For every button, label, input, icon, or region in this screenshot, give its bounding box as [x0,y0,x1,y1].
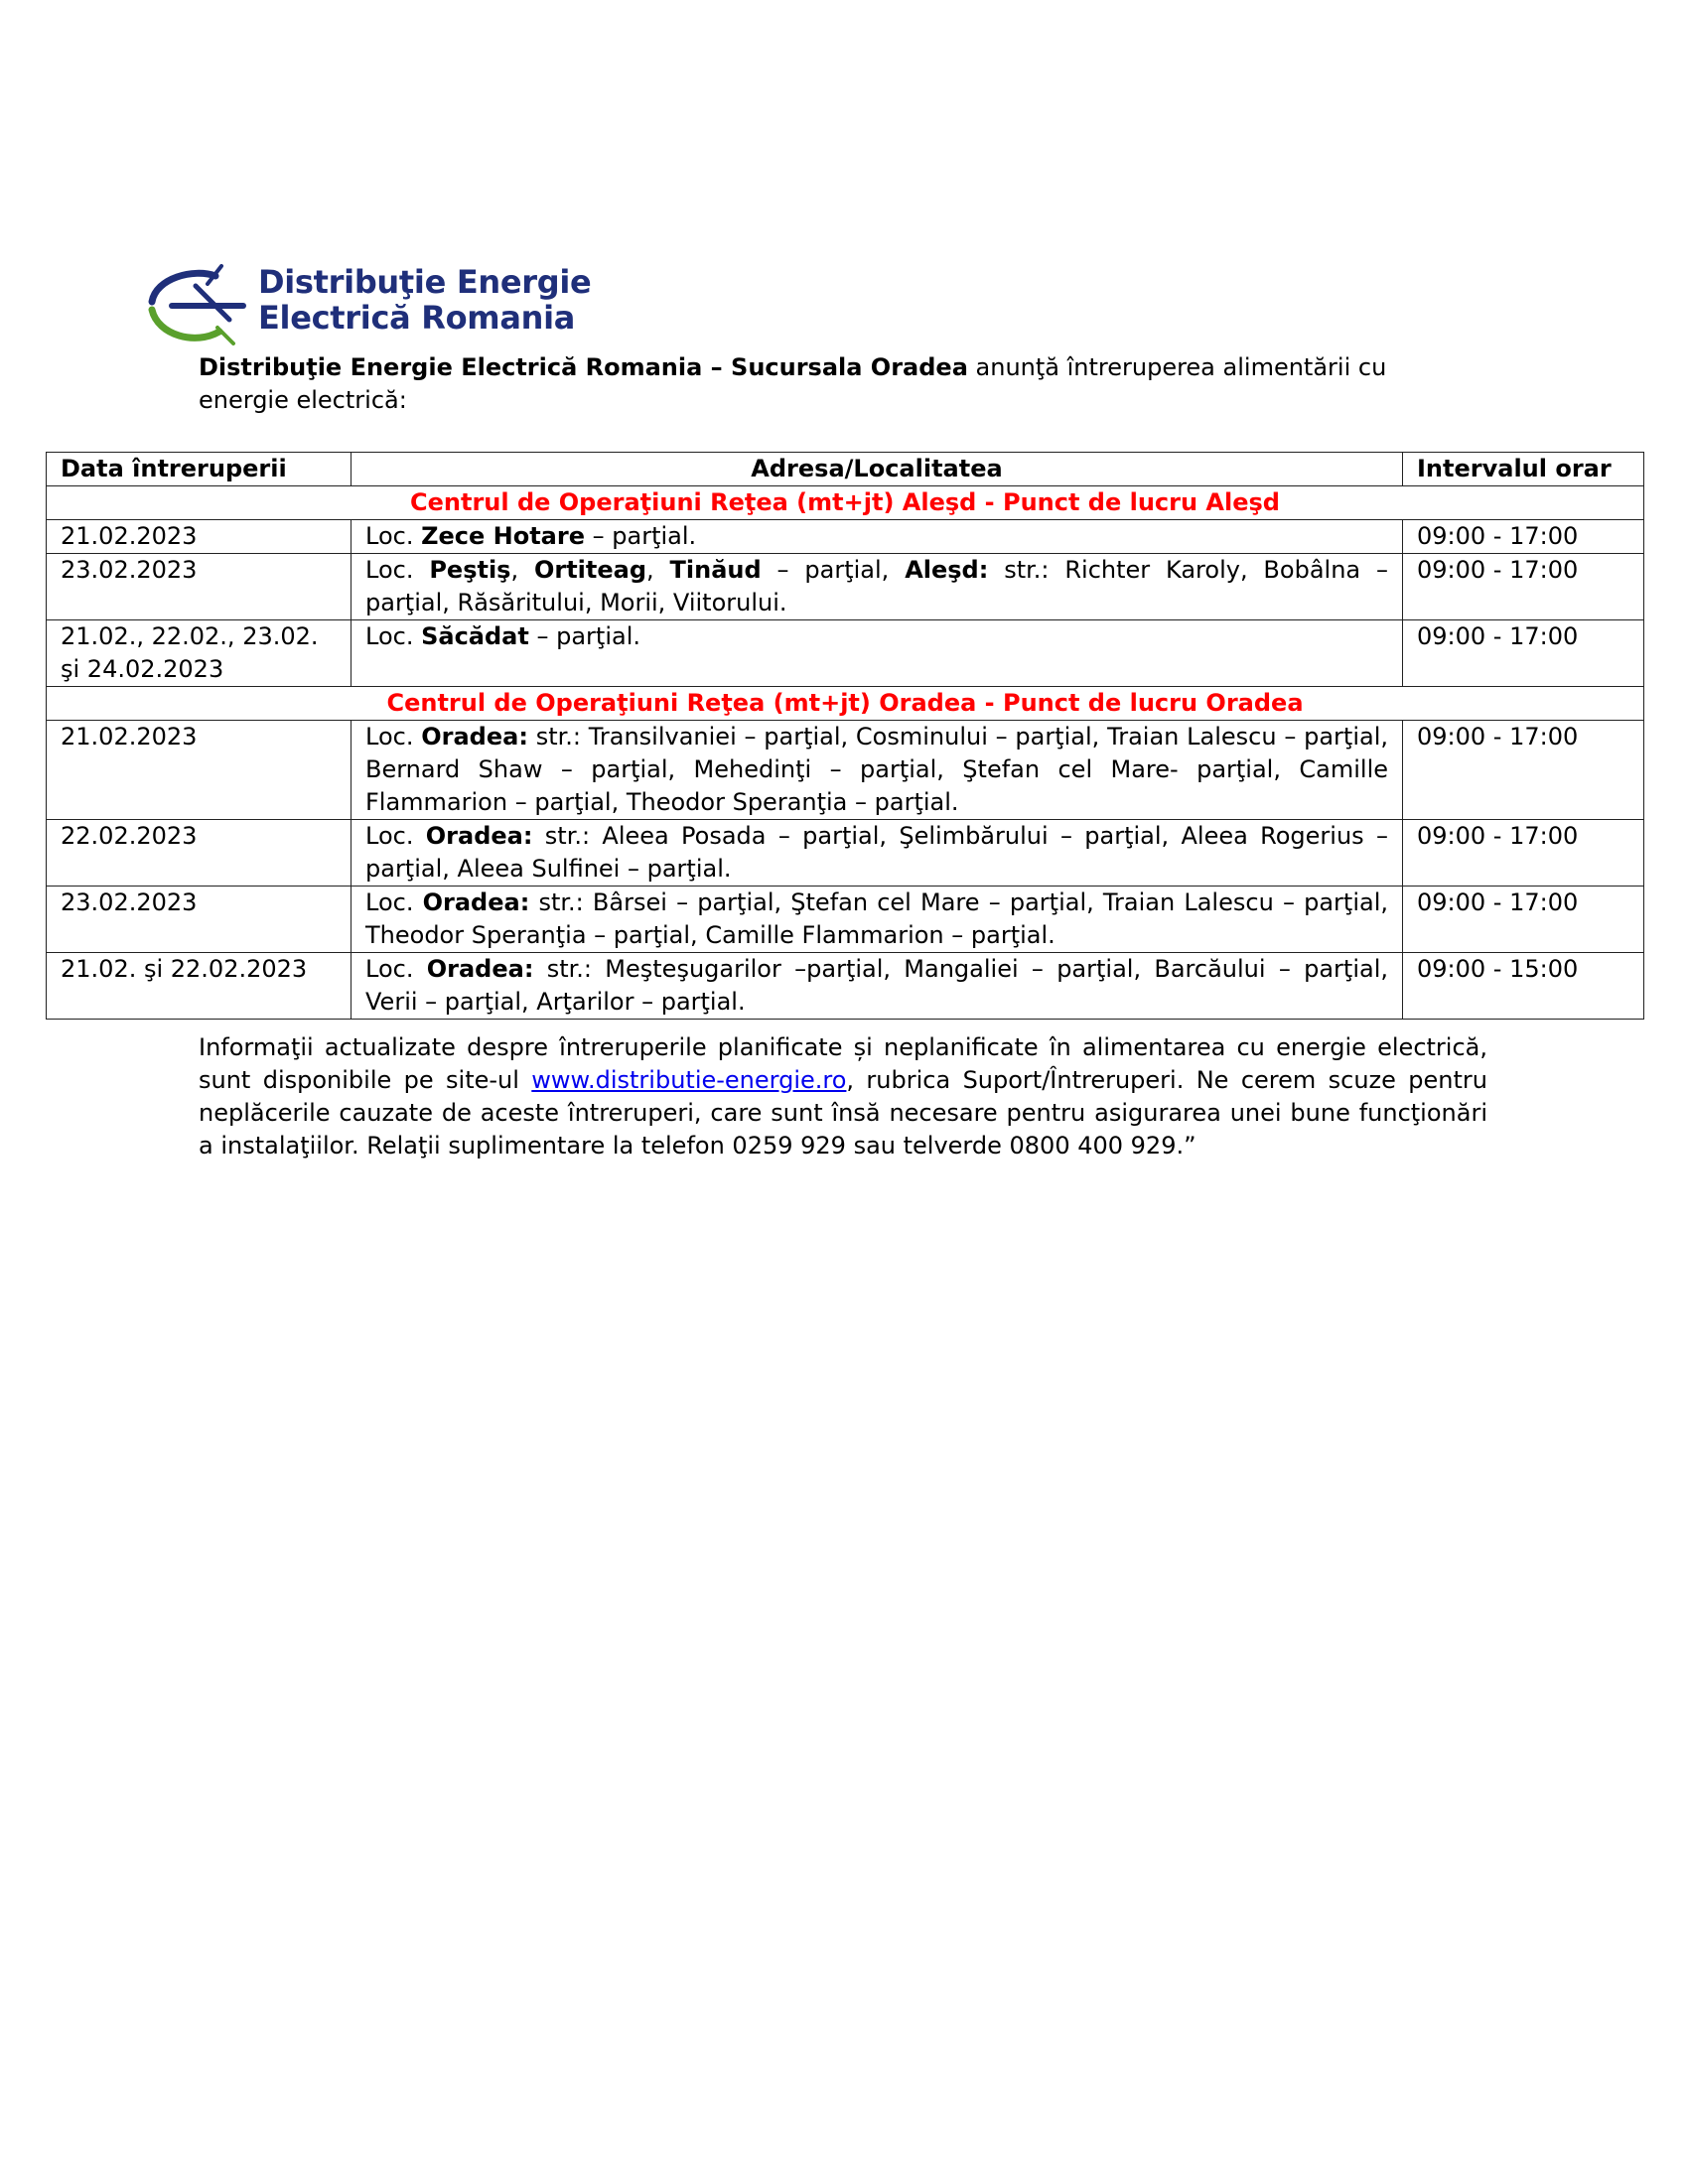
row-address [352,820,1403,887]
addr-locality: Oradea: [421,723,528,751]
addr-text: str.: Aleea Posada – parţial, Şelimbărului – parţial, Aleea Rogerius – parţial, Aleea Sulfinei – parţial. [365,822,1388,883]
row-address [352,887,1403,953]
table-row [47,520,1644,554]
addr-prefix: Loc. [365,723,422,751]
addr-prefix: Loc. [365,888,423,916]
addr-locality: Aleşd: [905,556,989,584]
logo-line-2: Electrică Romania [258,299,576,337]
row-time: 09:00 - 17:00 [1403,620,1644,687]
table-row [47,953,1644,1020]
row-address [352,721,1403,820]
addr-locality: Oradea: [422,888,530,916]
row-time: 09:00 - 17:00 [1403,887,1644,953]
row-address [352,953,1403,1020]
addr-locality: Peştiş [429,556,511,584]
table-row [47,721,1644,820]
addr-prefix: Loc. [365,822,426,850]
header-address: Adresa/Localitatea [352,453,1403,486]
row-address [352,620,1403,687]
logo-text [258,264,591,336]
table-row [47,820,1644,887]
intro-text: anunţă întreruperea alimentării cu energie electrică: [199,353,1387,414]
addr-text: , [510,556,534,584]
footer-text-1: Informaţii actualizate despre întreruperile planificate și neplanificate în alimentarea cu energie electrică, sunt disponibile pe site-ul [199,1033,1487,1094]
footer-paragraph [199,1031,1487,1162]
addr-text: str.: Bârsei – parţial, Ştefan cel Mare – parţial, Traian Lalescu – parţial, Theodor Speranţia – parţial, Camille Flammarion – parţial. [365,888,1388,949]
addr-text: str.: Meşteşugarilor –parţial, Mangaliei – parţial, Barcăului – parţial, Verii – parţial, Arţarilor – parţial. [365,955,1388,1016]
table-header-row [47,453,1644,486]
website-link[interactable]: www.distributie-energie.ro [531,1066,847,1094]
row-time: 09:00 - 17:00 [1403,820,1644,887]
addr-locality: Zece Hotare [421,522,585,550]
row-date: 23.02.2023 [47,887,352,953]
row-time: 09:00 - 17:00 [1403,721,1644,820]
intro-paragraph [199,351,1450,417]
addr-prefix: Loc. [365,522,422,550]
table-row [47,554,1644,620]
row-address [352,554,1403,620]
header-time: Intervalul orar [1403,453,1644,486]
row-date: 22.02.2023 [47,820,352,887]
row-time: 09:00 - 17:00 [1403,554,1644,620]
header-date: Data întreruperii [47,453,352,486]
footer-text-2: , rubrica Suport/Întreruperi. Ne cerem scuze pentru neplăcerile cauzate de aceste întreruperi, care sunt însă necesare pentru asigurarea unei bune funcţionări a instalaţiilor. Relaţii suplimentare la telefon 0259 929 sau telverde 0800 400 929.” [199,1066,1488,1160]
addr-locality: Oradea: [426,955,534,983]
section-row [47,687,1644,721]
row-date: 21.02. şi 22.02.2023 [47,953,352,1020]
addr-prefix: Loc. [365,955,427,983]
outages-table [46,452,1644,1020]
logo-mark-icon [144,258,253,347]
row-time: 09:00 - 17:00 [1403,520,1644,554]
addr-text: str.: Transilvaniei – parţial, Cosminului – parţial, Traian Lalescu – parţial, Bernard Shaw – parţial, Mehedinţi – parţial, Ştefan cel Mare- parţial, Camille Flammarion – parţial, Theodor Speranţia – parţial. [365,723,1388,816]
addr-locality: Săcădat [421,622,529,650]
addr-locality: Tinăud [669,556,762,584]
section-title-alesd: Centrul de Operaţiuni Reţea (mt+jt) Aleşd - Punct de lucru Aleşd [47,486,1644,520]
row-address [352,520,1403,554]
row-date: 21.02.2023 [47,721,352,820]
row-date: 21.02.2023 [47,520,352,554]
addr-text: , [646,556,670,584]
addr-text: – parţial. [528,622,640,650]
section-row [47,486,1644,520]
company-logo [144,256,601,355]
section-title-oradea: Centrul de Operaţiuni Reţea (mt+jt) Oradea - Punct de lucru Oradea [47,687,1644,721]
row-date: 23.02.2023 [47,554,352,620]
company-name: Distribuţie Energie Electrică Romania – Sucursala Oradea [199,353,968,381]
row-date: 21.02., 22.02., 23.02. şi 24.02.2023 [47,620,352,687]
addr-prefix: Loc. [365,622,422,650]
addr-prefix: Loc. [365,556,430,584]
addr-locality: Ortiteag [533,556,647,584]
logo-line-1: Distribuţie Energie [258,263,592,301]
addr-text: – parţial, [761,556,906,584]
row-time: 09:00 - 15:00 [1403,953,1644,1020]
addr-text: str.: Richter Karoly, Bobâlna – parţial, Răsăritului, Morii, Viitorului. [365,556,1388,616]
table-row [47,620,1644,687]
table-row [47,887,1644,953]
addr-text: – parţial. [585,522,697,550]
addr-locality: Oradea: [425,822,533,850]
